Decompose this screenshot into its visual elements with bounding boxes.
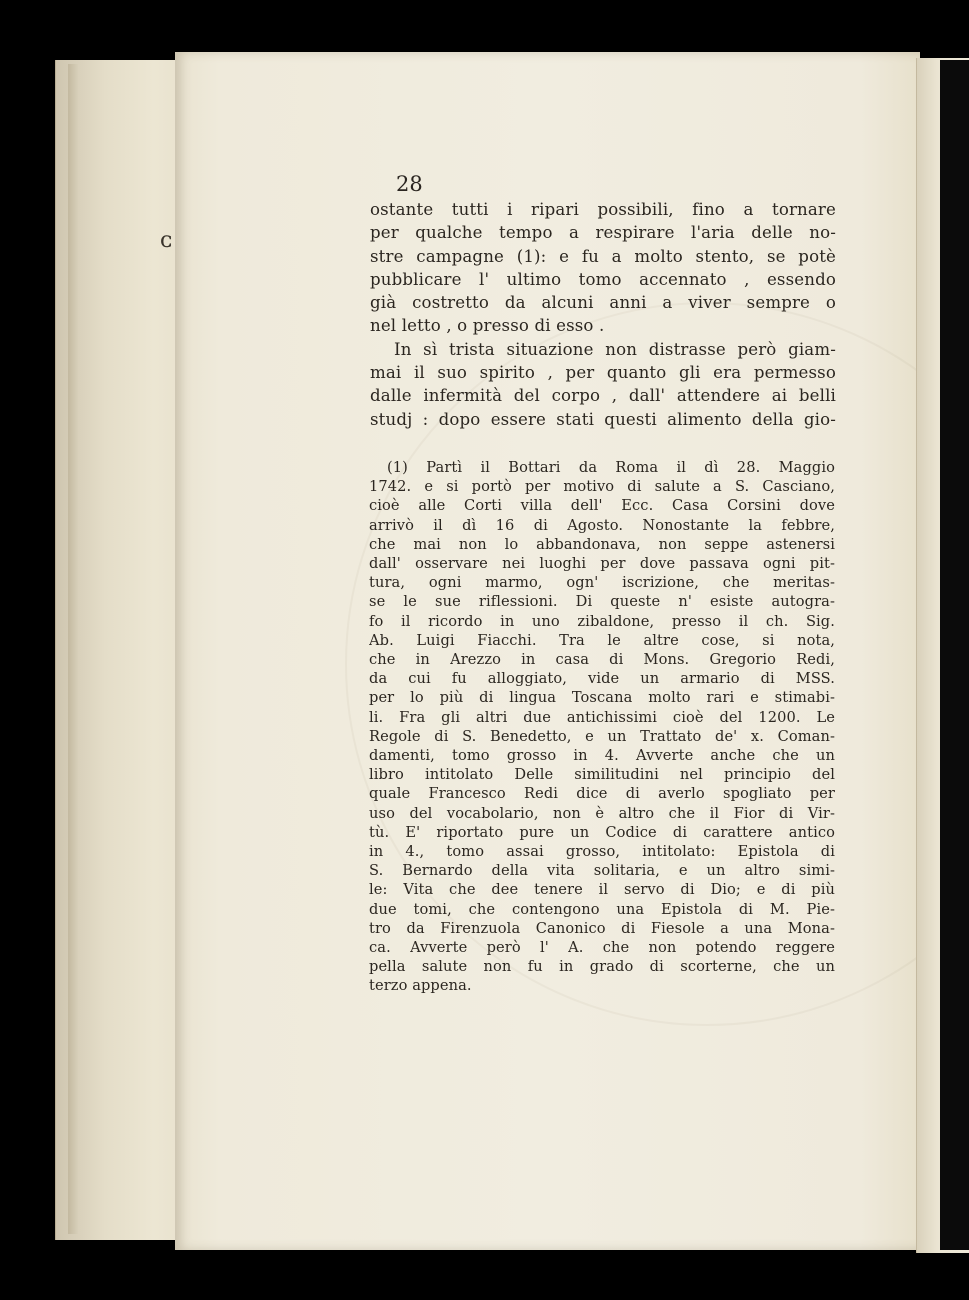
footnote-line: le: Vita che dee tenere il servo di Dio; e di più: [369, 881, 835, 899]
footnote-line: quale Francesco Redi dice di averlo spogliato per: [369, 785, 835, 803]
footnote-line: 1742. e si portò per motivo di salute a S. Casciano,: [369, 478, 835, 496]
text-line: ostante tutti i ripari possibili, fino a tornare: [370, 200, 836, 219]
footnote-line: terzo appena.: [369, 977, 472, 995]
footnote-line: dall' osservare nei luoghi per dove passava ogni pit-: [369, 555, 835, 573]
footnote-line: uso del vocabolario, non è altro che il Fior di Vir-: [369, 804, 835, 822]
text-line: studj : dopo essere stati questi alimento della gio-: [370, 409, 836, 429]
footnote-line: li. Fra gli altri due antichissimi cioè del 1200. Le: [369, 708, 835, 726]
footnote-line: che in Arezzo in casa di Mons. Gregorio Redi,: [369, 651, 835, 669]
footnote-line: da cui fu alloggiato, vide un armario di MSS.: [369, 670, 835, 688]
page-gap: [940, 60, 969, 1250]
footnote-line: per lo più di lingua Toscana molto rari e stimabi-: [369, 689, 835, 707]
footnote-line: Ab. Luigi Fiacchi. Tra le altre cose, si nota,: [369, 631, 835, 649]
footnote: [369, 458, 835, 996]
text-line: mai il suo spirito , per quanto gli era permesso: [370, 363, 836, 383]
footnote-line: cioè alle Corti villa dell' Ecc. Casa Corsini dove: [369, 497, 835, 515]
footnote-line: ca. Avverte però l' A. che non potendo reggere: [369, 939, 835, 957]
footnote-line: se le sue riflessioni. Di queste n' esiste autogra-: [369, 593, 835, 611]
footnote-line: tura, ogni marmo, ogn' iscrizione, che meritas-: [369, 574, 835, 592]
text-line: In sì trista situazione non distrasse però giam-: [394, 339, 836, 359]
footnote-line: tù. E' riportato pure un Codice di carattere antico: [369, 823, 835, 841]
footnote-line: che mai non lo abbandonava, non seppe astenersi: [369, 535, 835, 553]
footnote-line: fo il ricordo in uno zibaldone, presso il ch. Sig.: [369, 612, 835, 630]
spine-edge: [68, 64, 78, 1234]
footnote-line: pella salute non fu in grado di scorterne, che un: [369, 958, 835, 976]
footnote-line: in 4., tomo assai grosso, intitolato: Epistola di: [369, 843, 835, 861]
text-line: dalle infermità del corpo , dall' attendere ai belli: [370, 386, 836, 406]
text-line: già costretto da alcuni anni a viver sempre o: [370, 293, 836, 313]
text-line: pubblicare l' ultimo tomo accennato , essendo: [370, 269, 836, 289]
footnote-line: damenti, tomo grosso in 4. Avverte anche che un: [369, 747, 835, 765]
text-line: per qualche tempo a respirare l'aria delle no-: [370, 223, 836, 243]
text-line: stre campagne (1): e fu a molto stento, se potè: [370, 246, 836, 266]
footnote-line: tro da Firenzuola Canonico di Fiesole a una Mona-: [369, 919, 835, 937]
main-text: [370, 198, 836, 431]
text-line: nel letto , o presso di esso .: [370, 316, 605, 336]
footnote-line: due tomi, che contengono una Epistola di M. Pie-: [369, 900, 835, 918]
footnote-line: Regole di S. Benedetto, e un Trattato de' x. Coman-: [369, 727, 835, 745]
footnote-line: arrivò il dì 16 di Agosto. Nonostante la febbre,: [369, 516, 835, 534]
footnote-line: libro intitolato Delle similitudini nel principio del: [369, 766, 835, 784]
footnote-line: S. Bernardo della vita solitaria, e un altro simi-: [369, 862, 835, 880]
margin-annotation: ᴄ: [160, 228, 173, 253]
page-number: 28: [396, 172, 423, 196]
footnote-line: (1) Partì il Bottari da Roma il dì 28. Maggio: [387, 459, 835, 476]
